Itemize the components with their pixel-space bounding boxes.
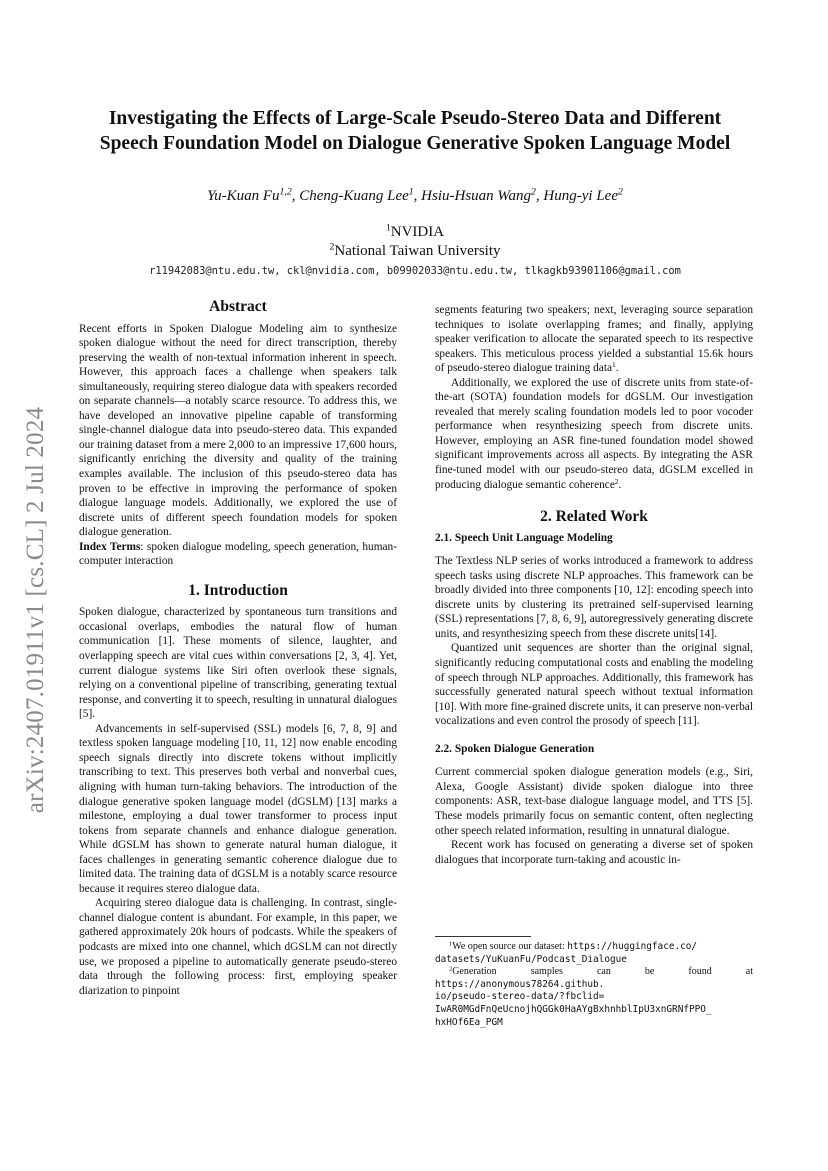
- author-affiliation-mark: 2: [531, 186, 536, 198]
- section-2-1-paragraph-2: Quantized unit sequences are shorter than the original signal, significantly reducing computational costs and enabling the modeling of speech through NLP approaches. Additionally, this framework has successfully generated natural speech without textual information [10]. With more fine-grained discrete units, it can preserve non-verbal vocalizations and even control the prosody of speech [11].: [435, 642, 753, 728]
- section-2-2-paragraph-2: Recent work has focused on generating a diverse set of spoken dialogues that incorporate turn-taking and acoustic in-: [435, 839, 753, 866]
- footnote-link[interactable]: datasets/YuKuanFu/Podcast_Dialogue: [435, 953, 627, 965]
- footnote-mark: 1: [612, 360, 616, 370]
- author-affiliation-mark: 1: [408, 186, 414, 198]
- introduction-heading: 1. Introduction: [188, 581, 288, 599]
- intro-paragraph-4: Additionally, we explored the use of discrete units from state-of-the-art (SOTA) foundation models for dGSLM. Our investigation revealed that merely scaling foundation models led to poor vocoder performance when resynthesizing speech from discrete units. However, employing an ASR fine-tuned foundation model showed significant improvements across all aspects. By integrating the ASR fine-tuned model with our pseudo-stereo data, dGSLM excelled in producing dialogue semantic coherence$^2$.: [435, 376, 753, 491]
- left-column: [79, 300, 397, 998]
- paper-title: [80, 106, 750, 156]
- footnote-text: We open source our dataset:: [452, 941, 568, 952]
- related-work-heading: 2. Related Work: [540, 508, 648, 526]
- footnote-link[interactable]: https://anonymous78264.github.: [435, 978, 605, 990]
- intro-paragraph-3: Acquiring stereo dialogue data is challenging. In contrast, single-channel dialogue content is abundant. For example, in this paper, we gathered approximately 20k hours of podcasts. While the speakers of podcasts are mixed into one channel, which dGSLM can not directly use, we proposed a pipeline to automatically generate pseudo-stereo data through the following process: first, employing speaker diarization to pinpoint: [79, 897, 397, 997]
- footnote-word: Generation: [452, 966, 497, 978]
- intro-paragraph-3-continued: segments featuring two speakers; next, leveraging source separation techniques to isolate overlapping frames; and finally, applying speaker verification to allocate the separated speech to its respective speakers. This meticulous process yielded a substantial 15.6k hours of pseudo-stereo dialogue training data$^1$.: [435, 304, 753, 375]
- section-2-1-heading: 2.1. Speech Unit Language Modeling: [435, 531, 613, 544]
- title-line-1: Investigating the Effects of Large-Scale Pseudo-Stereo Data and Different: [108, 108, 722, 129]
- author-name: Hung-yi Lee: [543, 188, 618, 204]
- footnote-1: [435, 941, 753, 954]
- affiliation-ntu: [80, 243, 750, 260]
- footnote-link[interactable]: IwAR0MGdFnQeUcnojhQGGk0HaAYgBxhnhblIpU3xnGRNfPPO_: [435, 1003, 712, 1015]
- author-name: Hsiu-Hsuan Wang: [421, 188, 532, 204]
- paragraph-text: Additionally, we explored the use of discrete units from state-of-the-art (SOTA) foundation models for dGSLM. Our investigation revealed that merely scaling foundation models led to poor vocoder performance when resynthesizing speech from discrete units. However, employing an ASR fine-tuned foundation model showed significant improvements across all aspects. By integrating the ASR fine-tuned model with our pseudo-stereo data, dGSLM excelled in producing dialogue semantic coherence: [435, 376, 753, 491]
- index-terms-text: : spoken dialogue modeling, speech generation, human-computer interaction: [79, 540, 397, 568]
- affiliation-name: National Taiwan University: [334, 243, 501, 259]
- section-2-1-paragraph-1: The Textless NLP series of works introduced a framework to address speech tasks using discrete NLP approaches. This framework can be broadly divided into three components [10, 12]: encoding speech into discrete units by clustering its pretrained self-supervised learning (SSL) representations [7, 8, 6, 9], autoregressively generating discrete units, and resynthesizing speech from these discrete units[14].: [435, 555, 753, 640]
- section-2-2-heading: 2.2. Spoken Dialogue Generation: [435, 742, 595, 755]
- title-line-2: Speech Foundation Model on Dialogue Generative Spoken Language Model: [99, 133, 731, 154]
- footnotes: [435, 936, 753, 1029]
- author-name: Cheng-Kuang Lee: [299, 188, 409, 204]
- footnote-mark: 2: [614, 476, 619, 486]
- footnote-link[interactable]: io/pseudo-stereo-data/?fbclid=: [435, 991, 605, 1003]
- index-terms: [79, 540, 397, 569]
- author-affiliation-mark: 2: [617, 186, 623, 198]
- footnote-word: found: [688, 966, 712, 978]
- footnote-word: at: [745, 966, 753, 978]
- author-affiliation-mark: 1,2: [279, 186, 292, 198]
- paragraph-text: segments featuring two speakers; next, leveraging source separation techniques to isolate overlapping frames; and finally, applying speaker verification to allocate the separated speech to its respective speakers. This meticulous process yielded a substantial 15.6k hours of pseudo-stereo dialogue training data: [435, 304, 753, 375]
- arxiv-identifier: [16, 380, 56, 840]
- index-terms-label: Index Terms: [79, 540, 141, 553]
- footnote-2: [435, 966, 753, 979]
- footnote-mark: 1: [449, 940, 453, 948]
- author-list: Yu-Kuan Fu$^{1,2}$, Cheng-Kuang Lee$^1$, Hsiu-Hsuan Wang$^2$, Hung-yi Lee$^2$: [207, 186, 623, 204]
- footnote-divider: [435, 936, 531, 937]
- footnote-link[interactable]: hxHOf6Ea_PGM: [435, 1016, 503, 1028]
- abstract-text: Recent efforts in Spoken Dialogue Modeling aim to synthesize spoken dialogue without the need for direct transcription, thereby preserving the wealth of non-textual information inherent in speech. However, this approach faces a challenge when speakers talk simultaneously, requiring stereo dialogue data with speakers recorded on separate channels—a notably scarce resource. To address this, we have developed an innovative pipeline capable of transforming single-channel dialogue data into pseudo-stereo data. This expanded our training dataset from a mere 2,000 to an impressive 17,600 hours, significantly enriching the diversity and quality of the training examples available. The inclusion of this pseudo-stereo data has proven to be effective in improving the performance of spoken dialogue language models. Additionally, we explored the use of discrete units of different speech foundation models for spoken dialogue generation.: [79, 322, 397, 539]
- footnote-link[interactable]: https://huggingface.co/: [567, 941, 698, 952]
- affiliation-mark: 2: [329, 241, 335, 253]
- footnote-word: be: [644, 966, 655, 978]
- footnote-word: samples: [530, 966, 563, 978]
- intro-paragraph-1: Spoken dialogue, characterized by spontaneous turn transitions and occasional overlaps, embodies the natural flow of human communication [1]. These moments of silence, laughter, and overlapping speech are vital cues within conversations [2, 3, 4]. Yet, current dialogue systems like Siri often overlook these signals, relying on a conventional pipeline of transcribing, generating textual response, and converting it to speech, resulting in unnatural dialogues [5].: [79, 606, 397, 721]
- affiliation-nvidia: [80, 224, 750, 241]
- arxiv-identifier-text: arXiv:2407.01911v1 [cs.CL] 2 Jul 2024: [22, 406, 49, 814]
- intro-paragraph-2: Advancements in self-supervised (SSL) models [6, 7, 8, 9] and textless spoken language modeling [10, 11, 12] now enable encoding speech signals directly into discrete tokens without implicitly transcribing to text. This preserves both verbal and nonverbal cues, aligning with human turn-taking behaviors. The introduction of the dialogue generative spoken language model (dGSLM) [13] marks a milestone, employing a dual tower transformer to process input tokens from separate channels and enhance dialogue generation. While dGSLM has shown to generate natural human dialogue, it faces challenges in generating semantic coherence dialogue due to limited data. The training data of dGSLM is a notably scarce resource because it requires stereo dialogue data.: [79, 722, 397, 895]
- footnote-word: can: [596, 966, 611, 978]
- author-name: Yu-Kuan Fu: [207, 188, 280, 204]
- right-column: [435, 303, 753, 867]
- section-2-2-paragraph-1: Current commercial spoken dialogue generation models (e.g., Siri, Alexa, Google Assistant) divide spoken dialogue into three components: ASR, text-base dialogue language model, and TTS [5]. These models primarily focus on semantic content, often neglecting other speech related information, resulting in unnatural dialogue.: [435, 766, 753, 837]
- author-emails: r11942083@ntu.edu.tw, ckl@nvidia.com, b09902033@ntu.edu.tw, tlkagkb93901106@gmail.com: [149, 265, 681, 277]
- affiliation-mark: 1: [385, 222, 391, 234]
- abstract-heading: Abstract: [209, 298, 267, 315]
- footnote-mark: 2: [449, 965, 453, 973]
- affiliation-name: NVIDIA: [390, 224, 445, 240]
